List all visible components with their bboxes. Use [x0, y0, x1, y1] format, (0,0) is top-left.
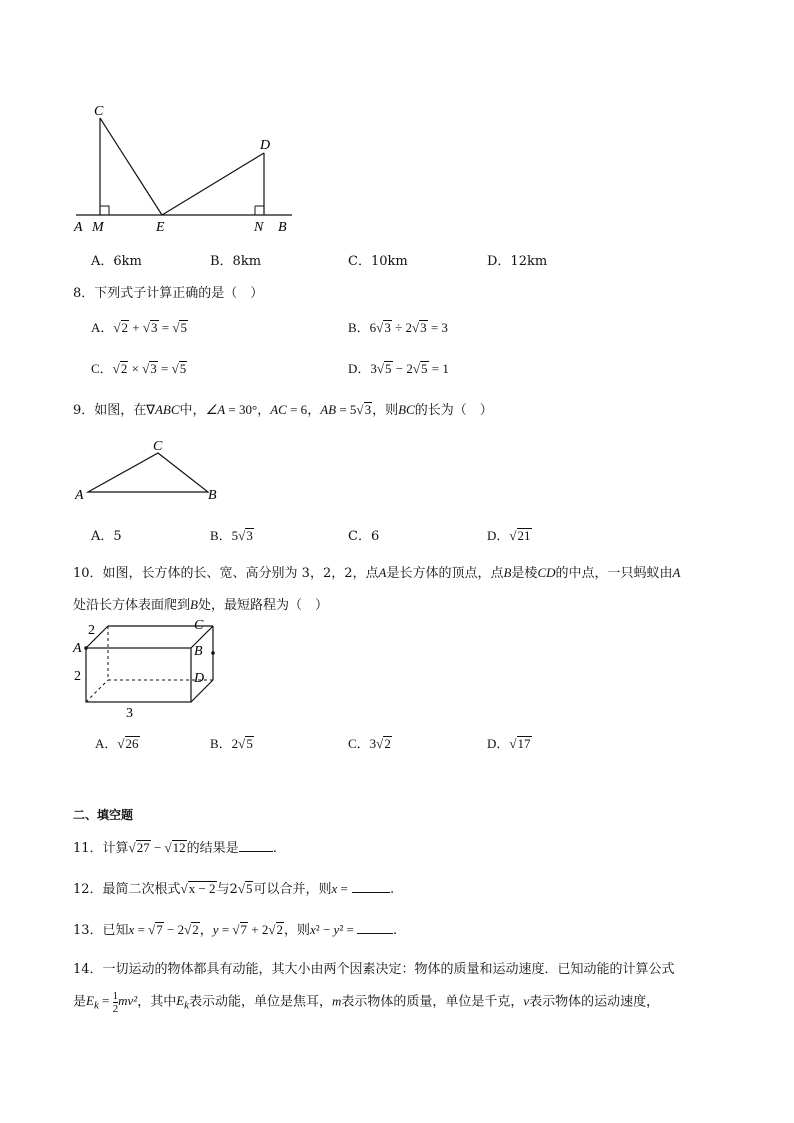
q9-label-A: A: [75, 488, 84, 503]
q7-label-D: D: [260, 138, 271, 153]
q9-option-b[interactable]: B．5√3: [210, 528, 253, 543]
q12: 12．最简二次根式√x − 2与2√5可以合并，则x = .: [73, 881, 395, 897]
q9-option-d[interactable]: D．√21: [487, 528, 531, 543]
q9-figure: [72, 436, 232, 508]
q11: 11．计算√27 − √12的结果是 .: [73, 840, 277, 856]
q9-stem: 9．如图，在∇ABC中，∠A = 30°，AC = 6，AB = 5√3，则BC的长为（ ）: [73, 402, 493, 418]
q8-option-a[interactable]: A．√2 + √3 = √5: [91, 320, 187, 335]
q9-label-C: C: [153, 439, 163, 454]
q10-label-A: A: [73, 641, 82, 656]
q7-label-A: A: [74, 220, 83, 235]
q7-label-M: M: [92, 220, 104, 235]
q9-option-c[interactable]: C．6: [348, 529, 380, 544]
q7-option-b[interactable]: B．8km: [210, 254, 262, 269]
q8-option-d[interactable]: D．3√5 − 2√5 = 1: [348, 361, 449, 376]
q10-option-b[interactable]: B．2√5: [210, 736, 253, 751]
q10-label-B: B: [194, 644, 203, 659]
q10-stem-line2: 处沿长方体表面爬到B处，最短路程为（ ）: [73, 597, 328, 613]
q10-stem-line1: 10．如图，长方体的长、宽、高分别为 3，2，2，点A是长方体的顶点，点B是棱CD的中点，一只蚂蚁由A: [73, 565, 681, 581]
q10-figure: [70, 614, 220, 722]
q13-answer-blank[interactable]: [357, 933, 393, 934]
q10-label-3: 3: [126, 706, 133, 721]
q7-label-C: C: [94, 104, 104, 119]
q9-option-a[interactable]: A．5: [91, 529, 122, 544]
q10-label-2-top: 2: [88, 623, 95, 638]
q7-label-N: N: [254, 220, 264, 235]
q10-option-c[interactable]: C．3√2: [348, 736, 391, 751]
q10-label-D: D: [194, 671, 205, 686]
q14-line2: 是$E_k$ = $\frac{1}{2}$ mv²，其中$E_k$表示动能，单位是焦耳，m表示物体的质量，单位是千克，v表示物体的运动速度，: [73, 990, 660, 1015]
q7-label-B: B: [278, 220, 287, 235]
q7-label-E: E: [156, 220, 165, 235]
q13: 13．已知x = √7 − 2√2，y = √7 + 2√2，则x² − y² = .: [73, 922, 398, 938]
q14-line1: 14．一切运动的物体都具有动能，其大小由两个因素决定：物体的质量和运动速度．已知动能的计算公式: [73, 962, 675, 977]
q8-option-b[interactable]: B．6√3 ÷ 2√3 = 3: [348, 320, 448, 335]
q11-answer-blank[interactable]: [239, 851, 273, 852]
q10-option-d[interactable]: D．√17: [487, 736, 531, 751]
q7-option-c[interactable]: C．10km: [348, 254, 408, 269]
q7-option-d[interactable]: D．12km: [487, 254, 548, 269]
q8-option-c[interactable]: C．√2 × √3 = √5: [91, 361, 187, 376]
q7-figure: [70, 98, 310, 238]
q8-stem: 8．下列式子计算正确的是（ ）: [73, 286, 264, 301]
q7-option-a[interactable]: A．6km: [91, 254, 142, 269]
q10-label-2-left: 2: [74, 669, 81, 684]
q10-label-C: C: [194, 618, 204, 633]
q9-label-B: B: [208, 488, 217, 503]
section-title-fill-in: 二、填空题: [73, 808, 134, 822]
q10-option-a[interactable]: A．√26: [95, 736, 139, 751]
q12-answer-blank[interactable]: [352, 892, 390, 893]
